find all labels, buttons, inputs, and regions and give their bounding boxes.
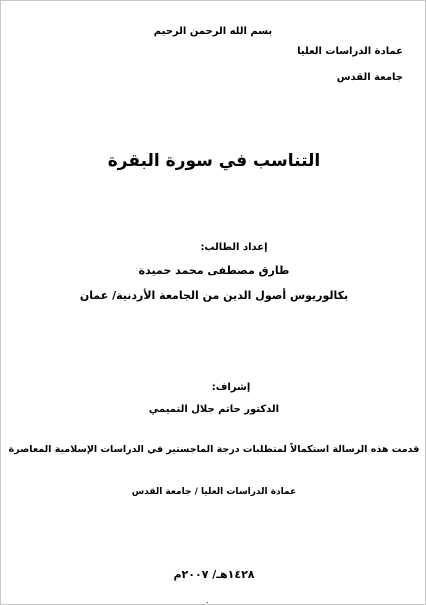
supervision-label: إشراف:: [211, 382, 251, 393]
submission-note: قدمت هذه الرسالة استكمالاً لمتطلبات درجة الماجستير في الدراسات الإسلامية المعاصرة: [8, 444, 420, 455]
supervisor-name: الدكتور حاتم جلال التميمي: [148, 404, 280, 415]
page-marker: .: [206, 596, 209, 605]
basmala: بسم الله الرحمن الرحيم: [153, 26, 273, 37]
submission-date: ١٤٢٨هـ/ ٢٠٠٧م: [173, 568, 255, 581]
footer-institution: عمادة الدراسات العليا / جامعة القدس: [131, 487, 297, 497]
university-name: جامعة القدس: [336, 72, 403, 83]
student-name: طارق مصطفى محمد حميدة: [138, 264, 290, 277]
thesis-title: التناسب في سورة البقرة: [107, 151, 321, 171]
deanship-name: عمادة الدراسات العليا: [297, 46, 403, 57]
student-degree: بكالوريوس أصول الدين من الجامعة الأردنية/ عمان: [79, 289, 349, 302]
prepared-by-label: إعداد الطالب:: [200, 242, 268, 253]
